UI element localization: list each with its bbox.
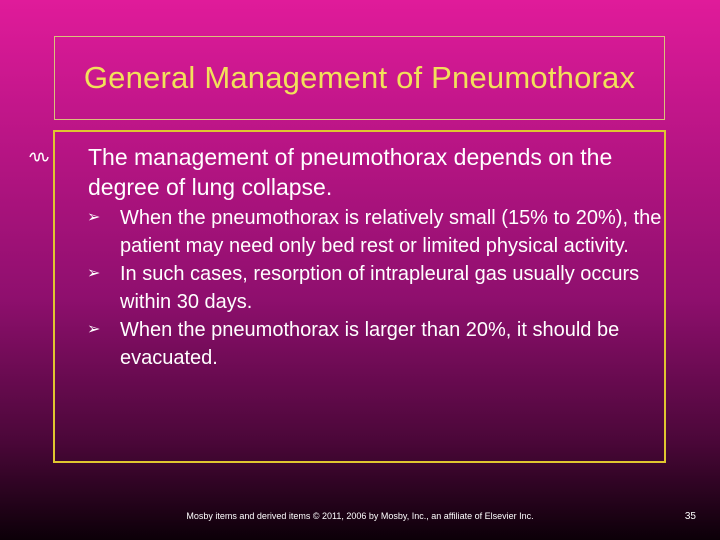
arrowhead-icon: ➢ <box>87 265 101 282</box>
arrowhead-icon: ➢ <box>87 321 101 338</box>
copyright-footer: Mosby items and derived items © 2011, 2006 by Mosby, Inc., an affiliate of Elsevier Inc. <box>186 511 534 521</box>
sub-bullet-item <box>87 316 667 372</box>
sub-bullet-item <box>87 204 667 260</box>
main-bullet-text: The management of pneumothorax depends on the degree of lung collapse. <box>88 144 613 200</box>
sub-bullet-text: When the pneumothorax is relatively small (15% to 20%), the patient may need only bed rest or limited physical activity. <box>120 207 662 257</box>
arrowhead-icon: ➢ <box>87 209 101 226</box>
title-frame <box>54 36 665 120</box>
slide-number: 35 <box>684 511 696 522</box>
sub-bullet-text: In such cases, resorption of intrapleural gas usually occurs within 30 days. <box>120 263 640 313</box>
sub-bullet-text: When the pneumothorax is larger than 20%, it should be evacuated. <box>120 319 620 369</box>
sub-bullet-item <box>87 260 667 316</box>
scribble-bullet-icon <box>28 150 50 164</box>
sub-bullet-list <box>87 204 667 372</box>
slide-title: General Management of Pneumothorax <box>83 60 636 95</box>
